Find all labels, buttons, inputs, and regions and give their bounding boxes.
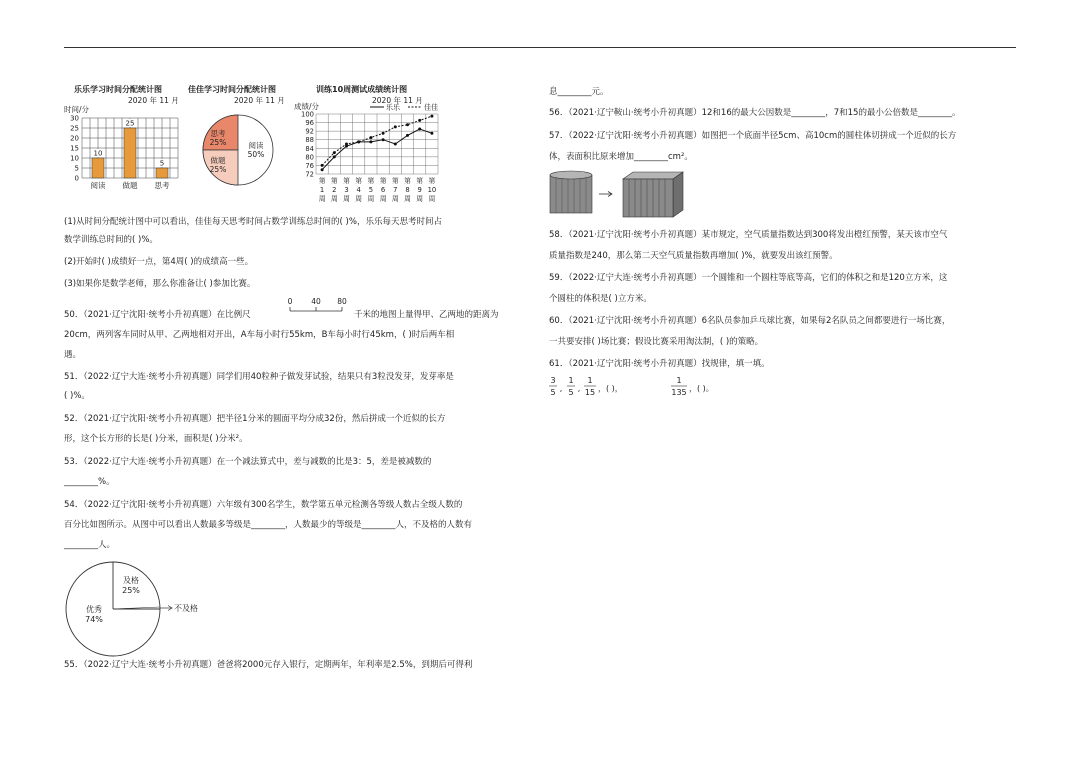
legend-label-jiajia: 佳佳 (424, 103, 438, 112)
grade-pie-chart (60, 556, 210, 660)
line-xtick: 5 (368, 186, 374, 194)
q50-line3: 遇。 (64, 350, 82, 360)
line-xtick: 第 (379, 177, 387, 185)
svg-text:,: , (577, 384, 581, 393)
chart-title-training: 训练10周测试成绩统计图 (316, 85, 408, 94)
frac1-den: 5 (550, 388, 556, 397)
line-ytick: 100 (301, 110, 314, 119)
legend-label-lele: 乐乐 (386, 103, 400, 112)
q49-line2: 数学训练总时间的( )%。 (64, 235, 158, 245)
q52-line2: 形，这个长方形的长是( )分米，面积是( )分米²。 (64, 434, 248, 444)
fraction-sequence (547, 374, 747, 404)
q56: 56．（2021·辽宁鞍山·统考小升初真题）12和16的最大公因数是________，7和15的最小公倍数是________。 (549, 108, 961, 118)
frac-blank-1: ，( )， (598, 384, 623, 393)
pie-label-think: 思考 (210, 129, 226, 138)
grade-label-pass: 及格 (123, 576, 139, 585)
line-point-乐乐 (406, 134, 409, 137)
line-point-乐乐 (369, 140, 372, 143)
line-xtick: 周 (343, 195, 350, 203)
line-point-乐乐 (394, 143, 397, 146)
line-xtick: 6 (380, 186, 386, 194)
line-point-佳佳 (357, 140, 360, 143)
line-xtick: 周 (318, 195, 326, 203)
line-point-乐乐 (418, 128, 421, 131)
bar-思考 (156, 168, 168, 178)
chart-ylabel-lele: 时间/分 (64, 105, 90, 114)
q53-line2: ________%。 (64, 477, 115, 487)
line-xtick: 10 (427, 186, 437, 194)
chart-date-training: 2020 年 11 月 (372, 96, 423, 105)
line-ytick: 76 (305, 161, 314, 170)
line-point-佳佳 (418, 119, 421, 122)
q54-line1: 54．（2022·辽宁沈阳·统考小升初真题）六年级有300名学生，数学第五单元检测各等级人数占全级人数的 (64, 500, 463, 510)
line-xtick: 3 (344, 186, 349, 194)
line-xtick: 2 (332, 186, 337, 194)
frac3-num: 1 (587, 376, 593, 385)
pie-pct-read: 50% (247, 150, 265, 159)
q52-line1: 52．（2021·辽宁沈阳·统考小升初真题）把半径1分米的圆面平均分成32份，然后拼成一个近似的长方 (64, 414, 446, 424)
line-xtick: 周 (416, 195, 424, 203)
chart-ylabel-training: 成绩/分 (294, 102, 320, 111)
q57-line1: 57．（2022·辽宁沈阳·统考小升初真题）如图把一个底面半径5cm、高10cm的圆柱体切拼成一个近似的长方 (549, 131, 957, 141)
q49-line3: (2)开始时( )成绩好一点，第4周( )的成绩高一些。 (64, 257, 254, 267)
line-point-佳佳 (369, 136, 372, 139)
q59-line2: 个圆柱的体积是( )立方米。 (549, 294, 652, 304)
frac-blank-2: ，( )。 (689, 384, 714, 393)
bar-xlabel: 思考 (154, 181, 170, 190)
frac3-den: 15 (584, 388, 596, 397)
frac2-den: 5 (568, 388, 574, 397)
line-chart (292, 102, 452, 212)
grade-pct-excellent: 74% (85, 615, 103, 624)
line-point-佳佳 (333, 151, 336, 154)
q60-line1: 60．（2021·辽宁沈阳·统考小升初真题）6名队员参加乒乓球比赛，如果每2名队员之间都要进行一场比赛， (549, 316, 951, 326)
line-point-佳佳 (430, 115, 433, 118)
line-xtick: 第 (391, 177, 399, 185)
line-xtick: 第 (343, 177, 350, 185)
line-point-佳佳 (382, 132, 385, 135)
line-point-佳佳 (406, 123, 409, 126)
line-xtick: 第 (416, 177, 424, 185)
bar-value-label: 10 (93, 149, 103, 158)
q49-line1: (1)从时间分配统计图中可以看出，佳佳每天思考时间占数学训练总时间的( )%，乐乐每天思考时间占 (64, 217, 442, 227)
cylinder-figure (547, 169, 697, 219)
svg-text:,: , (559, 384, 563, 393)
grade-pct-pass: 25% (122, 586, 140, 595)
line-point-乐乐 (382, 138, 385, 141)
bar-阅读 (92, 158, 104, 178)
scale-bar (284, 297, 354, 325)
scale-tick-40: 40 (311, 297, 321, 306)
pie-pct-work: 25% (209, 165, 227, 174)
line-xtick: 周 (391, 195, 399, 203)
line-ytick: 72 (305, 170, 314, 179)
line-xtick: 1 (319, 186, 325, 194)
header-rule (64, 47, 1016, 48)
bar-ytick: 20 (70, 134, 79, 143)
pie-chart (200, 112, 280, 192)
q51-line2: ( )%。 (64, 391, 90, 401)
line-ytick: 88 (305, 136, 314, 145)
line-point-乐乐 (333, 155, 336, 158)
grade-label-fail: 不及格 (174, 604, 198, 613)
pie-pct-think: 25% (209, 138, 227, 147)
frac4-den: 135 (671, 388, 687, 397)
frac4-num: 1 (676, 376, 682, 385)
line-xtick: 第 (404, 177, 411, 185)
bar-value-label: 5 (159, 159, 165, 168)
chart-date-jiajia: 2020 年 11 月 (234, 96, 285, 105)
q58-line1: 58．（2021·辽宁沈阳·统考小升初真题）某市规定，空气质量指数达到300将发出橙红预警，某天该市空气 (549, 230, 948, 240)
bar-做题 (124, 128, 136, 178)
q55-line1: 55．（2022·辽宁大连·统考小升初真题）爸爸将2000元存入银行，定期两年，年利率是2.5%，到期后可得利 (64, 660, 473, 670)
line-point-佳佳 (345, 143, 348, 146)
line-point-佳佳 (321, 164, 324, 167)
line-xtick: 第 (330, 177, 338, 185)
line-point-佳佳 (394, 125, 397, 128)
chart-title-lele: 乐乐学习时间分配统计图 (74, 85, 162, 94)
line-point-乐乐 (321, 168, 324, 171)
bar-xlabel: 做题 (122, 181, 138, 190)
q60-line2: 一共要安排( )场比赛；假设比赛采用淘汰制，( )的策略。 (549, 337, 764, 347)
line-point-乐乐 (430, 132, 433, 135)
bar-ytick: 30 (70, 114, 79, 123)
q55-line2: 息________元。 (549, 87, 609, 97)
bar-ytick: 0 (74, 174, 79, 183)
q59-line1: 59．（2022·辽宁大连·统考小升初真题）一个圆锥和一个圆柱等底等高，它们的体积之和是120立方米，这 (549, 273, 948, 283)
bar-chart (64, 110, 184, 200)
frac2-num: 1 (568, 376, 574, 385)
line-ytick: 80 (305, 153, 314, 162)
q49-line4: (3)如果你是数学老师，那么你准备让( )参加比赛。 (64, 279, 256, 289)
line-xtick: 周 (404, 195, 411, 203)
pie-label-work: 做题 (210, 156, 226, 165)
line-xtick: 8 (405, 186, 410, 194)
line-xtick: 周 (428, 195, 436, 203)
line-xtick: 4 (356, 186, 361, 194)
line-xtick: 第 (355, 177, 363, 185)
q54-line3: ________人。 (64, 540, 116, 550)
q57-line2: 体，表面积比原来增加________cm²。 (549, 152, 693, 162)
line-ytick: 84 (305, 144, 314, 153)
line-xtick: 周 (330, 195, 338, 203)
line-ytick: 92 (305, 127, 314, 136)
bar-ytick: 15 (70, 144, 79, 153)
q50-line1b: 千米的地图上量得甲、乙两地的距离为 (354, 310, 499, 320)
chart-date-lele: 2020 年 11 月 (128, 96, 179, 105)
bar-value-label: 25 (125, 119, 135, 128)
q53-line1: 53．（2022·辽宁大连·统考小升初真题）在一个减法算式中，差与减数的比是3：5，差是被减数的 (64, 457, 432, 467)
q58-line2: 质量指数是240，那么第二天空气质量指数再增加( )%，就要发出该红预警。 (549, 251, 838, 261)
bar-xlabel: 阅读 (90, 181, 106, 190)
scale-tick-0: 0 (287, 297, 293, 306)
line-xtick: 第 (367, 177, 375, 185)
bar-ytick: 10 (70, 154, 79, 163)
q61: 61．（2021·辽宁沈阳·统考小升初真题）找规律，填一填。 (549, 359, 770, 369)
line-xtick: 第 (428, 177, 436, 185)
grade-label-excellent: 优秀 (86, 605, 102, 614)
scale-tick-80: 80 (337, 297, 347, 306)
bar-ytick: 5 (74, 164, 79, 173)
line-ytick: 96 (305, 119, 314, 128)
q51-line1: 51．（2022·辽宁大连·统考小升初真题）同学们用40粒种子做发芽试验，结果只有3粒没发芽，发芽率是 (64, 372, 454, 382)
line-xtick: 周 (367, 195, 375, 203)
line-xtick: 第 (318, 177, 326, 185)
chart-title-jiajia: 佳佳学习时间分配统计图 (188, 85, 276, 94)
q50-line1a: 50．（2021·辽宁沈阳·统考小升初真题）在比例尺 (64, 310, 251, 320)
pie-label-read: 阅读 (248, 141, 264, 150)
line-xtick: 9 (417, 186, 422, 194)
frac1-num: 3 (550, 376, 556, 385)
bar-ytick: 25 (70, 124, 79, 133)
q54-line2: 百分比如图所示。从图中可以看出人数最多等级是________，人数最少的等级是________人，不及格的人数有 (64, 520, 473, 530)
line-xtick: 7 (393, 186, 398, 194)
line-xtick: 周 (355, 195, 363, 203)
q50-line2: 20cm，两列客车同时从甲、乙两地相对开出，A车每小时行55km，B车每小时行45km，( )时后两车相 (64, 330, 455, 340)
line-xtick: 周 (379, 195, 387, 203)
